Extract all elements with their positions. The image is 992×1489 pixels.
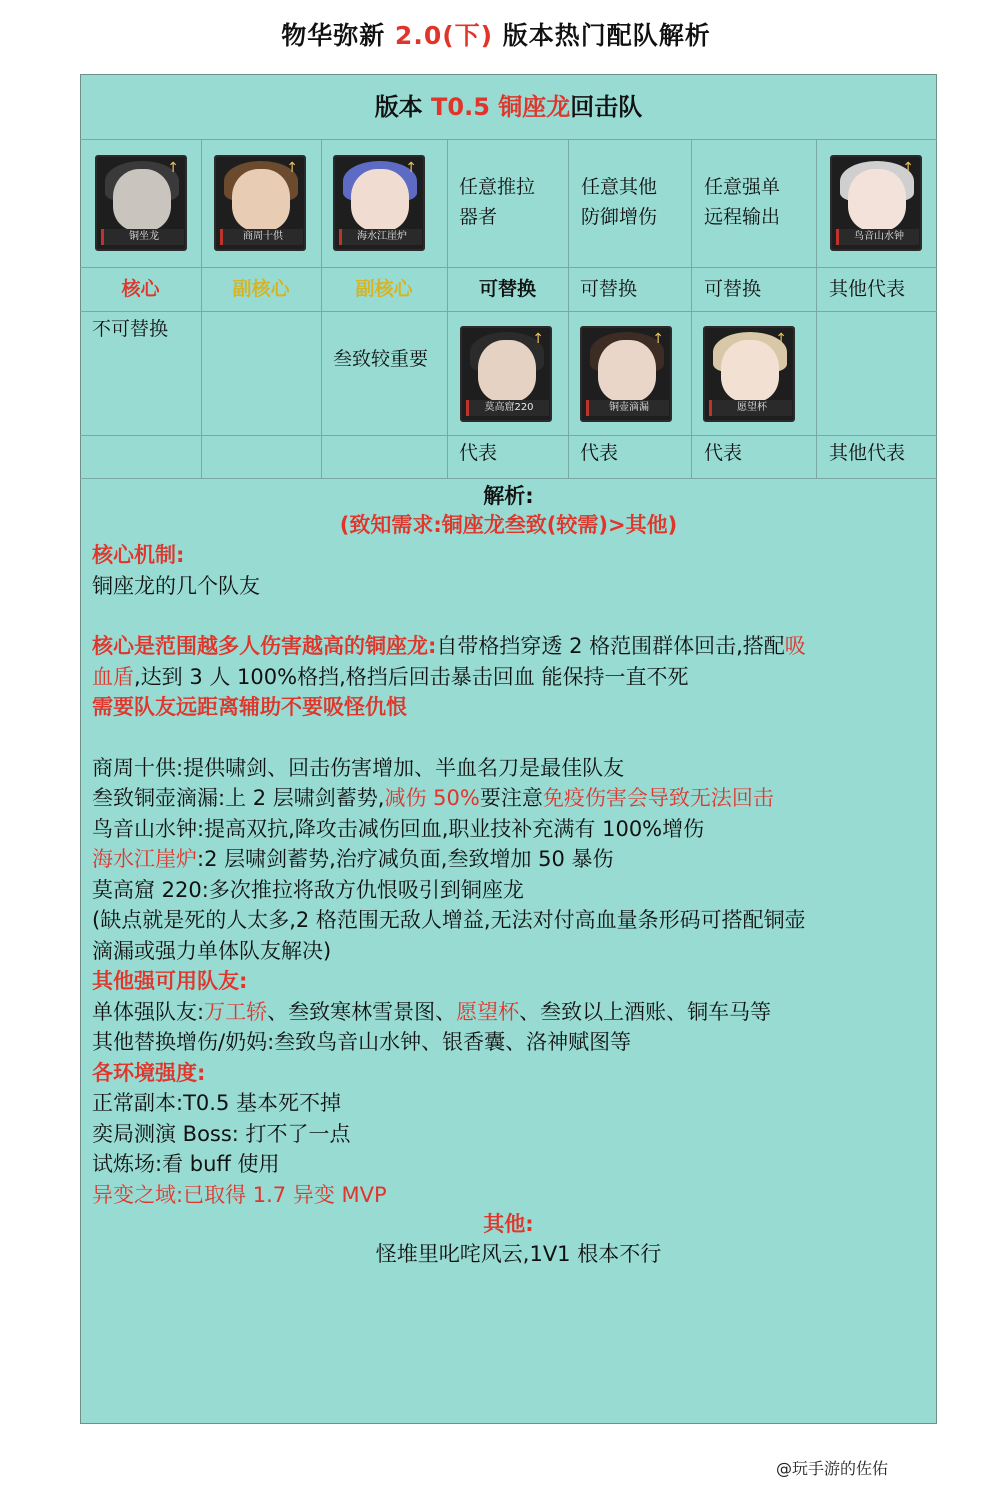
tonghu-red: 减伤 50% bbox=[384, 786, 480, 810]
portrait-tongzuolong bbox=[95, 155, 187, 251]
cell-line: 远程输出 bbox=[704, 206, 781, 228]
role-sub-core: 副核心 bbox=[355, 278, 413, 300]
upgrade-arrow-icon: ↑ bbox=[652, 331, 664, 347]
label-representative: 代表 bbox=[459, 442, 498, 464]
spacer bbox=[92, 723, 927, 753]
o1-a: 单体强队友: bbox=[92, 999, 205, 1024]
subtitle-tier: T0.5 铜座龙 bbox=[431, 93, 571, 121]
spacer bbox=[92, 601, 927, 631]
core-a: 自带格挡穿透 2 格范围群体回击,搭配 bbox=[436, 634, 785, 658]
analysis-need: (致知需求:铜座龙叁致(较需)>其他) bbox=[339, 513, 678, 537]
grid-v-3 bbox=[447, 140, 448, 478]
role-replaceable: 可替换 bbox=[478, 278, 536, 300]
author-credit: @玩手游的佐佑 bbox=[776, 1459, 889, 1478]
grid-v-4 bbox=[568, 140, 569, 478]
grid-v-6 bbox=[816, 140, 817, 478]
role-core: 核心 bbox=[121, 278, 160, 300]
cell-line: 任意其他 bbox=[581, 176, 658, 198]
portrait-name: 铜坐龙 bbox=[101, 229, 184, 245]
grid-h-1 bbox=[80, 267, 937, 268]
title-version: 2.0(下) bbox=[394, 21, 494, 50]
env-anomaly: 异变之域:已取得 1.7 异变 MVP bbox=[92, 1182, 387, 1207]
env-label: 各环境强度: bbox=[92, 1060, 206, 1085]
label-representative: 代表 bbox=[580, 442, 619, 464]
subtitle-pre: 版本 bbox=[374, 93, 423, 121]
line-single-target bbox=[92, 997, 927, 1028]
line-weakness-b: 滴漏或强力单体队友解决) bbox=[92, 938, 332, 963]
mech-label: 核心机制: bbox=[92, 543, 185, 567]
line-haishui bbox=[92, 844, 927, 875]
upgrade-arrow-icon: ↑ bbox=[167, 160, 179, 176]
label-other-representative: 其他代表 bbox=[829, 442, 906, 464]
upgrade-arrow-icon: ↑ bbox=[405, 160, 417, 176]
grid-v-5 bbox=[691, 140, 692, 478]
line-replacement: 其他替换增伤/奶妈:叁致鸟音山水钟、银香囊、洛神赋图等 bbox=[92, 1030, 632, 1054]
upgrade-arrow-icon: ↑ bbox=[532, 331, 544, 347]
o1-red2: 愿望杯 bbox=[456, 999, 520, 1024]
analysis-heading: 解析: bbox=[483, 484, 534, 508]
cell-line: 任意强单 bbox=[704, 176, 781, 198]
line-shangzhou: 商周十供:提供啸剑、回击伤害增加、半血名刀是最佳队友 bbox=[92, 755, 625, 780]
title-post: 版本热门配队解析 bbox=[502, 21, 711, 50]
upgrade-arrow-icon: ↑ bbox=[775, 331, 787, 347]
line-weakness-a: (缺点就是死的人太多,2 格范围无敌人增益,无法对付高血量条形码可搭配铜壶 bbox=[92, 908, 806, 932]
role-sub-core: 副核心 bbox=[232, 278, 290, 300]
portrait-name: 愿望杯 bbox=[709, 400, 792, 416]
note-triple-important: 叁致较重要 bbox=[333, 348, 429, 370]
portrait-mogao bbox=[460, 326, 552, 422]
tonghu-red2: 免疫伤害会导致无法回击 bbox=[542, 786, 774, 810]
portrait-name: 海水江崖炉 bbox=[339, 229, 422, 245]
tonghu-a: 叁致铜壶滴漏:上 2 层啸剑蓄势, bbox=[92, 786, 385, 810]
portrait-yuanwang bbox=[703, 326, 795, 422]
mech-text: 铜座龙的几个队友 bbox=[92, 573, 260, 598]
core-paragraph bbox=[92, 631, 927, 692]
upgrade-arrow-icon: ↑ bbox=[902, 160, 914, 176]
portrait-name: 鸟音山水钟 bbox=[836, 229, 919, 245]
portrait-tonghu bbox=[580, 326, 672, 422]
title-pre: 物华弥新 bbox=[281, 21, 386, 50]
core-red4: 需要队友远距离辅助不要吸怪仇恨 bbox=[92, 695, 407, 719]
cell-ranged bbox=[704, 172, 780, 232]
haishui-b: :2 层啸剑蓄势,治疗减负面,叁致增加 50 暴伤 bbox=[197, 847, 614, 871]
line-tonghu bbox=[92, 783, 927, 814]
portrait-name: 铜壶滴漏 bbox=[586, 400, 669, 416]
note-irreplaceable: 不可替换 bbox=[92, 318, 169, 340]
core-b: ,达到 3 人 100%格挡,格挡后回击暴击回血 能保持一直不死 bbox=[134, 664, 689, 689]
tonghu-b: 要注意 bbox=[479, 786, 543, 810]
cell-line: 防御增伤 bbox=[581, 206, 658, 228]
portrait-niaoyin bbox=[830, 155, 922, 251]
o1-red: 万工轿 bbox=[204, 999, 268, 1024]
core-red3: 血盾 bbox=[92, 664, 134, 689]
other-label: 其他强可用队友: bbox=[92, 969, 248, 993]
page-title bbox=[0, 16, 992, 52]
o1-b: 、叁致寒林雪景图、 bbox=[267, 999, 457, 1024]
analysis-body bbox=[92, 540, 927, 1210]
cell-defense bbox=[581, 172, 657, 232]
portrait-haishui bbox=[333, 155, 425, 251]
subtitle-post: 回击队 bbox=[570, 93, 643, 121]
role-other: 其他代表 bbox=[829, 278, 906, 300]
portrait-name: 商周十供 bbox=[220, 229, 303, 245]
env-boss: 奕局测演 Boss: 打不了一点 bbox=[92, 1121, 351, 1146]
label-representative: 代表 bbox=[704, 442, 743, 464]
grid-h-4 bbox=[80, 478, 937, 479]
misc-label: 其他: bbox=[483, 1212, 534, 1236]
cell-line: 任意推拉 bbox=[459, 176, 536, 198]
upgrade-arrow-icon: ↑ bbox=[286, 160, 298, 176]
o1-c: 、叁致以上酒账、铜车马等 bbox=[519, 999, 772, 1024]
role-replaceable: 可替换 bbox=[704, 278, 762, 300]
cell-push-pull bbox=[459, 172, 535, 232]
misc-text: 怪堆里叱咤风云,1V1 根本不行 bbox=[375, 1242, 662, 1266]
core-red: 核心是范围越多人伤害越高的铜座龙: bbox=[92, 634, 437, 658]
env-trial: 试炼场:看 buff 使用 bbox=[92, 1152, 280, 1176]
line-niaoyin: 鸟音山水钟:提高双抗,降攻击减伤回血,职业技补充满有 100%增伤 bbox=[92, 816, 705, 841]
portrait-shangzhou bbox=[214, 155, 306, 251]
haishui-red: 海水江崖炉 bbox=[92, 847, 197, 871]
core-red2: 吸 bbox=[784, 634, 806, 658]
line-mogao: 莫高窟 220:多次推拉将敌方仇恨吸引到铜座龙 bbox=[92, 877, 524, 902]
grid-h-2 bbox=[80, 311, 937, 312]
grid-v-1 bbox=[201, 140, 202, 478]
grid-h-3 bbox=[80, 435, 937, 436]
cell-line: 器者 bbox=[459, 206, 498, 228]
team-subtitle bbox=[80, 74, 937, 140]
grid-v-2 bbox=[321, 140, 322, 478]
role-replaceable: 可替换 bbox=[580, 278, 638, 300]
portrait-name: 莫高窟220 bbox=[466, 400, 549, 416]
env-normal: 正常副本:T0.5 基本死不掉 bbox=[92, 1091, 341, 1115]
